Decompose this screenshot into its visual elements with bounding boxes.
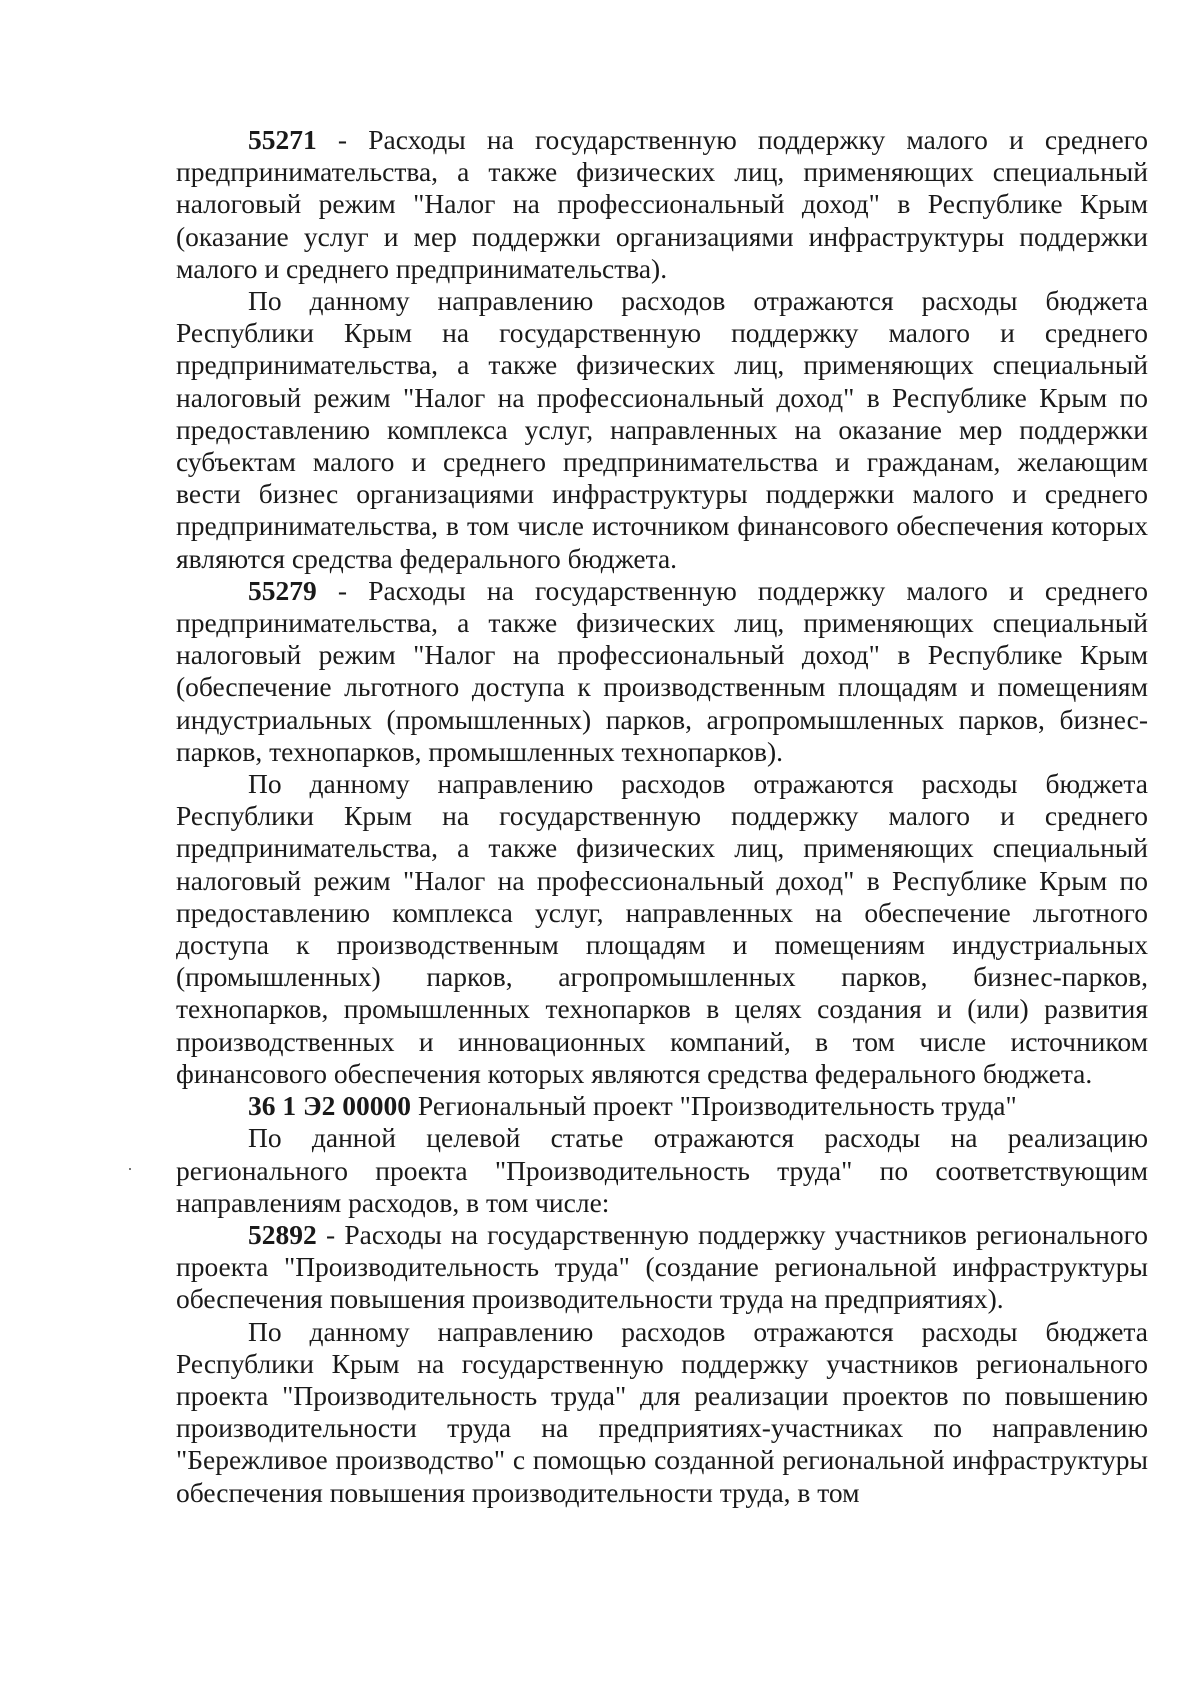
paragraph-text: По данному направлению расходов отражаются расходы бюджета Республики Крым на государственную поддержку малого и среднего предпринимательства, а также физических лиц, применяющих специальный налоговый режим "Налог на профессиональный доход" в Республике Крым по предоставлению комплекса услуг, направленных на обеспечение льготного доступа к производственным площадям и помещениям индустриальных (промышленных) парков, агропромышленных парков, бизнес-парков, технопарков, промышленных технопарков в целях создания и (или) развития производственных и инновационных компаний, в том числе источником финансового обеспечения которых являются средства федерального бюджета. [176, 768, 1148, 1089]
paragraph-target-article [176, 1090, 1148, 1122]
paragraph-text: По данному направлению расходов отражаются расходы бюджета Республики Крым на государственную поддержку участников регионального проекта "Производительность труда" для реализации проектов по повышению производительности труда на предприятиях-участниках по направлению "Бережливое производство" с помощью созданной региональной инфраструктуры обеспечения повышения производительности труда, в том [176, 1315, 1148, 1508]
paragraph-description [176, 1122, 1148, 1219]
expense-code: 55279 [248, 574, 317, 606]
scan-speck [129, 1168, 131, 1170]
paragraph-text: - Расходы на государственную поддержку участников регионального проекта "Производительность труда" (создание региональной инфраструктуры обеспечения повышения производительности труда на предприятиях). [176, 1218, 1148, 1315]
paragraph-text: Региональный проект "Производительность труда" [411, 1090, 1017, 1122]
paragraph-text: - Расходы на государственную поддержку малого и среднего предпринимательства, а также физических лиц, применяющих специальный налоговый режим "Налог на профессиональный доход" в Республике Крым (оказание услуг и мер поддержки организациями инфраструктуры поддержки малого и среднего предпринимательства). [176, 124, 1148, 284]
paragraph-code-52892 [176, 1219, 1148, 1316]
document-body [176, 124, 1148, 1509]
paragraph-description [176, 285, 1148, 575]
paragraph-code-55279 [176, 575, 1148, 768]
paragraph-text: По данной целевой статье отражаются расходы на реализацию регионального проекта "Производительность труда" по соответствующим направлениям расходов, в том числе: [176, 1122, 1148, 1218]
paragraph-text: По данному направлению расходов отражаются расходы бюджета Республики Крым на государственную поддержку малого и среднего предпринимательства, а также физических лиц, применяющих специальный налоговый режим "Налог на профессиональный доход" в Республике Крым по предоставлению комплекса услуг, направленных на оказание мер поддержки субъектам малого и среднего предпринимательства и гражданам, желающим вести бизнес организациями инфраструктуры поддержки малого и среднего предпринимательства, в том числе источником финансового обеспечения которых являются средства федерального бюджета. [176, 285, 1148, 574]
paragraph-code-55271 [176, 124, 1148, 285]
expense-code: 52892 [248, 1218, 317, 1250]
target-article-code: 36 1 Э2 00000 [248, 1090, 412, 1122]
paragraph-description [176, 768, 1148, 1090]
expense-code: 55271 [248, 124, 317, 155]
paragraph-description [176, 1316, 1148, 1509]
paragraph-text: - Расходы на государственную поддержку малого и среднего предпринимательства, а также физических лиц, применяющих специальный налоговый режим "Налог на профессиональный доход" в Республике Крым (обеспечение льготного доступа к производственным площадям и помещениям индустриальных (промышленных) парков, агропромышленных парков, бизнес-парков, технопарков, промышленных технопарков). [176, 574, 1148, 767]
